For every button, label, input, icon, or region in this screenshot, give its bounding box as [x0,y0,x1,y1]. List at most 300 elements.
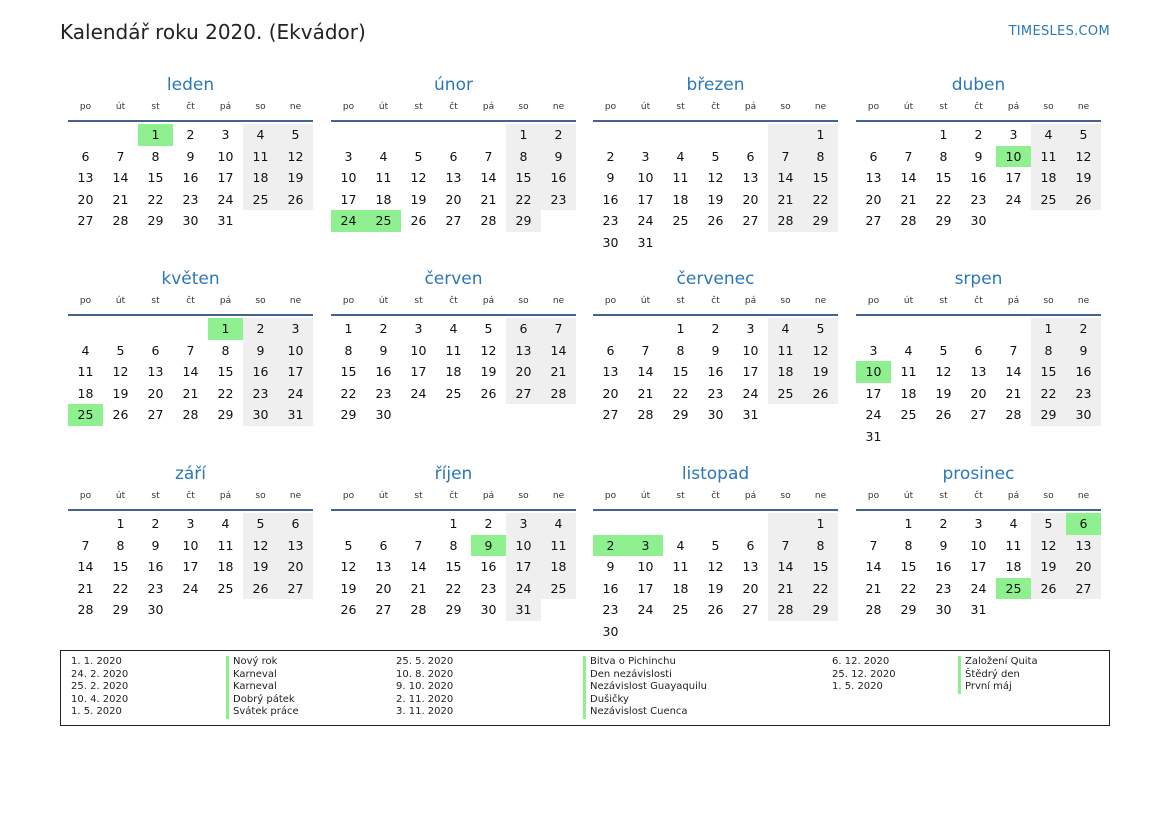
day-cell: 11 [243,146,278,168]
day-cell: 19 [340,580,357,596]
weekday-label: čt [711,102,720,112]
month-name: květen [161,269,220,289]
day-cell: 22 [1031,383,1066,405]
day-cell: 7 [81,537,90,553]
empty-cell [803,404,838,426]
day-cell: 6 [278,513,313,535]
day-cell: 21 [480,191,497,207]
weekday-label: ne [814,296,827,306]
day-cell: 31 [637,234,654,250]
empty-cell [401,124,436,146]
day-cell: 13 [278,535,313,557]
day-cell: 30 [243,404,278,426]
month-name: duben [951,75,1006,95]
weekday-label: st [676,102,685,112]
day-cell: 1 [1031,318,1066,340]
month-name: únor [434,75,473,95]
day-cell: 24 [278,383,313,405]
day-cell: 4 [379,148,388,164]
day-cell: 11 [768,340,803,362]
holiday-day-cell: 10 [996,146,1031,168]
day-cell: 24 [865,407,882,422]
weekday-header [856,296,1101,316]
day-cell: 16 [602,191,619,207]
day-cell: 19 [707,580,724,596]
day-cell: 9 [243,340,278,362]
day-cell: 3 [1009,127,1018,142]
day-cell: 12 [1031,535,1066,557]
day-cell: 3 [278,318,313,340]
empty-cell [996,599,1031,621]
day-cell: 21 [637,385,654,401]
day-cell: 17 [217,170,234,185]
legend-date: 10. 8. 2020 [396,668,454,680]
empty-cell [698,513,733,535]
day-cell: 19 [410,191,427,207]
weekday-label: út [903,296,914,306]
days-grid [68,318,313,426]
days-grid [331,124,576,232]
day-cell: 26 [935,407,952,422]
day-cell: 30 [707,407,724,422]
day-cell: 29 [217,407,234,422]
month-name: červenec [676,269,755,289]
month-name: leden [166,75,215,95]
day-cell: 13 [375,559,392,574]
day-cell: 26 [1066,189,1101,211]
weekday-header [68,296,313,316]
holiday-day-cell: 1 [208,318,243,340]
legend-date: 2. 11. 2020 [396,693,454,705]
day-cell: 20 [375,580,392,596]
days-grid [593,318,838,426]
day-cell: 27 [445,213,462,228]
weekday-header [68,491,313,511]
day-cell: 27 [742,602,759,617]
weekday-header [593,491,838,511]
empty-cell [1066,599,1101,621]
legend-holiday-name: Karneval [233,681,277,693]
day-cell: 22 [147,191,164,207]
day-cell: 19 [707,191,724,207]
day-cell: 7 [541,318,576,340]
empty-cell [663,124,698,146]
day-cell: 5 [1031,513,1066,535]
empty-cell [278,210,313,232]
day-cell: 19 [1066,167,1101,189]
day-cell: 31 [217,213,234,228]
day-cell: 18 [768,361,803,383]
day-cell: 30 [602,623,619,639]
day-cell: 17 [410,364,427,379]
empty-cell [768,404,803,426]
legend-date: 25. 5. 2020 [396,656,454,667]
day-cell: 16 [182,170,199,185]
weekday-label: st [676,296,685,306]
day-cell: 22 [900,580,917,596]
day-cell: 3 [506,513,541,535]
empty-cell [1066,210,1101,232]
day-cell: 27 [506,383,541,405]
day-cell: 15 [445,559,462,574]
day-cell: 3 [221,127,230,142]
day-cell: 22 [935,191,952,207]
day-cell: 15 [900,559,917,574]
weekday-label: čt [449,491,458,501]
day-cell: 14 [768,167,803,189]
day-cell: 10 [637,559,654,574]
weekday-label: po [867,102,880,112]
day-cell: 24 [1005,191,1022,207]
empty-cell [663,621,698,643]
day-cell: 6 [151,342,160,358]
legend-date: 9. 10. 2020 [396,681,454,693]
day-cell: 13 [147,364,164,379]
day-cell: 3 [641,148,650,164]
day-cell: 19 [243,556,278,578]
empty-cell [768,232,803,254]
day-cell: 12 [935,364,952,379]
month-září [68,463,313,621]
day-cell: 12 [243,535,278,557]
empty-cell [331,513,366,535]
day-cell: 5 [939,342,948,358]
day-cell: 13 [865,170,882,185]
day-cell: 22 [803,578,838,600]
month-duben [856,74,1101,232]
weekday-label: út [903,491,914,501]
weekday-label: út [640,102,651,112]
month-prosinec [856,463,1101,621]
day-cell: 4 [81,342,90,358]
holiday-day-cell: 25 [366,210,401,232]
month-name: březen [686,75,745,95]
weekday-label: so [780,102,791,112]
legend-date: 25. 2. 2020 [71,681,129,693]
day-cell: 1 [803,513,838,535]
weekday-label: ne [289,491,302,501]
day-cell: 9 [1066,340,1101,362]
day-cell: 2 [186,127,195,142]
weekday-label: ne [814,491,827,501]
day-cell: 2 [379,321,388,336]
days-grid [856,318,1101,447]
empty-cell [698,232,733,254]
weekday-label: čt [974,102,983,112]
day-cell: 22 [217,385,234,401]
day-cell: 30 [147,602,164,617]
day-cell: 16 [1066,361,1101,383]
empty-cell [628,621,663,643]
day-cell: 27 [602,407,619,422]
day-cell: 18 [1031,167,1066,189]
day-cell: 31 [278,404,313,426]
day-cell: 12 [1066,146,1101,168]
day-cell: 20 [506,361,541,383]
day-cell: 14 [865,559,882,574]
day-cell: 29 [803,599,838,621]
day-cell: 29 [803,210,838,232]
weekday-label: po [867,296,880,306]
day-cell: 10 [742,342,759,358]
weekday-header [68,102,313,122]
legend-holiday-name: Nový rok [233,656,278,667]
weekday-label: pá [219,102,232,112]
day-cell: 31 [865,428,882,444]
day-cell: 17 [637,191,654,207]
day-cell: 12 [480,342,497,358]
month-červen [331,268,576,426]
day-cell: 22 [506,189,541,211]
weekday-label: so [780,296,791,306]
weekday-label: ne [289,102,302,112]
empty-cell [243,210,278,232]
empty-cell [768,124,803,146]
day-cell: 18 [1005,559,1022,574]
weekday-label: út [378,296,389,306]
day-cell: 21 [900,191,917,207]
days-grid [331,513,576,621]
empty-cell [768,621,803,643]
brand-link[interactable]: TIMESLES.COM [1008,24,1110,39]
day-cell: 17 [506,556,541,578]
day-cell: 26 [340,602,357,617]
weekday-label: út [115,102,126,112]
day-cell: 15 [147,170,164,185]
days-grid [593,513,838,642]
empty-cell [541,210,576,232]
day-cell: 3 [974,516,983,531]
day-cell: 6 [81,148,90,164]
day-cell: 8 [151,148,160,164]
day-cell: 9 [379,342,388,358]
empty-cell [628,513,663,535]
holiday-day-cell: 1 [138,124,173,146]
day-cell: 25 [243,189,278,211]
holiday-day-cell: 24 [331,210,366,232]
day-cell: 28 [768,210,803,232]
day-cell: 21 [77,580,94,596]
day-cell: 18 [672,191,689,207]
empty-cell [698,124,733,146]
day-cell: 6 [449,148,458,164]
day-cell: 5 [803,318,838,340]
day-cell: 6 [974,342,983,358]
empty-cell [803,232,838,254]
empty-cell [856,124,891,146]
weekday-label: ne [1077,296,1090,306]
weekday-header [331,296,576,316]
empty-cell [733,124,768,146]
day-cell: 14 [77,559,94,574]
day-cell: 22 [112,580,129,596]
day-cell: 28 [637,407,654,422]
weekday-label: st [414,296,423,306]
day-cell: 24 [217,191,234,207]
day-cell: 8 [344,342,353,358]
weekday-label: pá [219,491,232,501]
day-cell: 7 [869,537,878,553]
empty-cell [401,404,436,426]
day-cell: 5 [116,342,125,358]
weekday-label: pá [482,102,495,112]
empty-cell [208,599,243,621]
day-cell: 25 [541,578,576,600]
day-cell: 29 [340,407,357,422]
day-cell: 24 [637,213,654,228]
weekday-label: čt [186,491,195,501]
empty-cell [471,124,506,146]
day-cell: 7 [116,148,125,164]
day-cell: 27 [77,213,94,228]
weekday-header [331,491,576,511]
days-grid [593,124,838,253]
day-cell: 20 [742,191,759,207]
day-cell: 10 [410,342,427,358]
weekday-label: st [151,491,160,501]
day-cell: 21 [768,578,803,600]
day-cell: 15 [803,167,838,189]
day-cell: 15 [672,364,689,379]
day-cell: 2 [606,148,615,164]
day-cell: 19 [278,167,313,189]
day-cell: 6 [606,342,615,358]
empty-cell [436,404,471,426]
day-cell: 26 [707,602,724,617]
holiday-legend [60,650,1110,726]
day-cell: 23 [935,580,952,596]
day-cell: 20 [147,385,164,401]
day-cell: 21 [768,189,803,211]
weekday-label: čt [974,491,983,501]
day-cell: 16 [147,559,164,574]
day-cell: 16 [541,167,576,189]
days-grid [856,513,1101,621]
day-cell: 4 [768,318,803,340]
weekday-label: ne [814,102,827,112]
day-cell: 29 [147,213,164,228]
day-cell: 8 [676,342,685,358]
weekday-label: po [79,296,92,306]
day-cell: 10 [278,340,313,362]
day-cell: 7 [641,342,650,358]
day-cell: 26 [410,213,427,228]
day-cell: 4 [676,148,685,164]
day-cell: 14 [768,556,803,578]
day-cell: 4 [243,124,278,146]
day-cell: 22 [340,385,357,401]
holiday-day-cell: 9 [471,535,506,557]
day-cell: 16 [707,364,724,379]
day-cell: 28 [541,383,576,405]
legend-date: 3. 11. 2020 [396,706,454,718]
day-cell: 11 [217,537,234,553]
empty-cell [173,599,208,621]
day-cell: 13 [742,170,759,185]
day-cell: 11 [541,535,576,557]
day-cell: 8 [803,535,838,557]
month-srpen [856,268,1101,447]
empty-cell [926,426,961,448]
day-cell: 2 [939,516,948,531]
day-cell: 15 [217,364,234,379]
empty-cell [663,232,698,254]
weekday-label: út [378,491,389,501]
weekday-label: so [518,102,529,112]
legend-date: 24. 2. 2020 [71,668,129,680]
month-name: září [174,464,207,484]
day-cell: 21 [112,191,129,207]
empty-cell [1031,210,1066,232]
day-cell: 1 [904,516,913,531]
day-cell: 16 [243,361,278,383]
empty-cell [103,318,138,340]
weekday-label: pá [1007,491,1020,501]
legend-holiday-name: Nezávislost Guayaquilu [590,681,707,693]
weekday-label: čt [186,296,195,306]
day-cell: 1 [116,516,125,531]
day-cell: 19 [935,385,952,401]
day-cell: 3 [869,342,878,358]
weekday-label: ne [1077,491,1090,501]
day-cell: 14 [637,364,654,379]
empty-cell [803,621,838,643]
day-cell: 7 [1009,342,1018,358]
day-cell: 14 [900,170,917,185]
month-říjen [331,463,576,621]
month-name: říjen [434,464,473,484]
weekday-label: pá [482,491,495,501]
legend-holiday-name: Založení Quita [965,656,1038,667]
day-cell: 26 [480,385,497,401]
day-cell: 30 [970,213,987,228]
empty-cell [506,404,541,426]
day-cell: 9 [939,537,948,553]
weekday-label: so [1043,296,1054,306]
day-cell: 11 [1005,537,1022,553]
day-cell: 14 [410,559,427,574]
holiday-day-cell: 2 [593,535,628,557]
day-cell: 30 [375,407,392,422]
day-cell: 25 [768,383,803,405]
day-cell: 26 [803,383,838,405]
day-cell: 20 [602,385,619,401]
day-cell: 12 [340,559,357,574]
legend-date: 1. 5. 2020 [832,681,883,693]
day-cell: 7 [768,146,803,168]
day-cell: 4 [449,321,458,336]
weekday-label: pá [1007,102,1020,112]
day-cell: 16 [480,559,497,574]
empty-cell [628,124,663,146]
empty-cell [926,318,961,340]
weekday-label: čt [711,296,720,306]
day-cell: 30 [602,234,619,250]
day-cell: 18 [375,191,392,207]
day-cell: 28 [900,213,917,228]
holiday-day-cell: 25 [68,404,103,426]
weekday-label: st [939,491,948,501]
weekday-header [331,102,576,122]
day-cell: 13 [506,340,541,362]
day-cell: 17 [637,580,654,596]
day-cell: 15 [935,170,952,185]
day-cell: 4 [541,513,576,535]
empty-cell [541,599,576,621]
day-cell: 16 [602,580,619,596]
empty-cell [891,124,926,146]
day-cell: 10 [217,148,234,164]
